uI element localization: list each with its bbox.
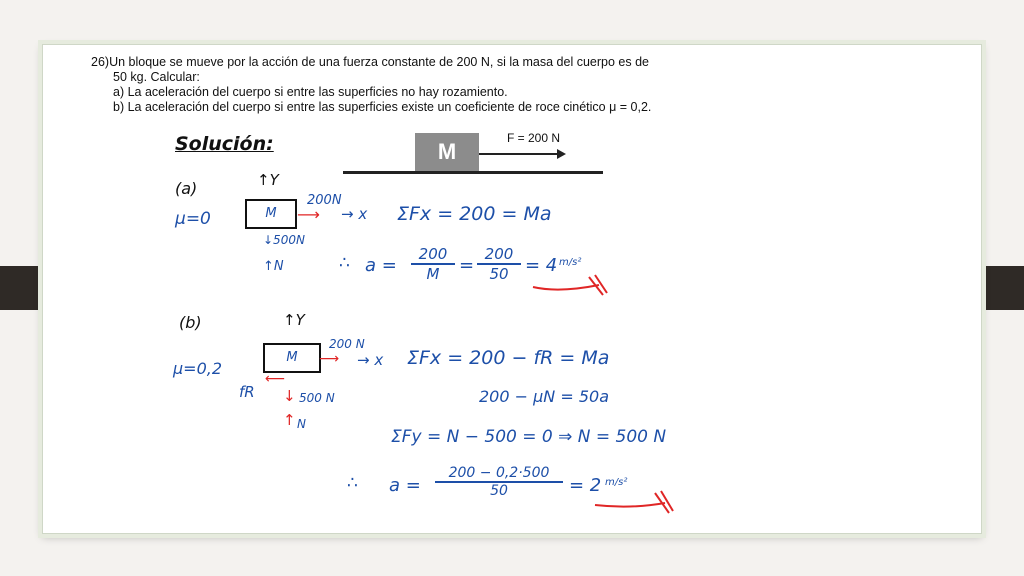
part-b-answer-underline bbox=[591, 491, 681, 521]
fraction-2-denominator: 50 bbox=[489, 265, 509, 283]
part-b-a-eq: a = bbox=[389, 475, 421, 496]
part-b-label: (b) bbox=[179, 313, 202, 332]
solution-heading: Solución: bbox=[175, 133, 274, 155]
part-b-normal-arrow: ↑ bbox=[283, 411, 296, 429]
part-b-normal: N bbox=[297, 417, 306, 431]
part-a-equals: = bbox=[459, 255, 475, 276]
part-b-x-axis: → x bbox=[357, 351, 384, 369]
problem-item-b: b) La aceleración del cuerpo si entre las superficies existe un coeficiente de roce cinético μ = 0,2. bbox=[113, 100, 652, 114]
part-a-sum-fx: ΣFx = 200 = Ma bbox=[397, 203, 552, 225]
force-arrowhead bbox=[557, 149, 566, 159]
part-b-force: 200 N bbox=[329, 337, 365, 351]
part-b-therefore: ∴ bbox=[347, 473, 358, 493]
fraction-2-numerator: 200 bbox=[477, 245, 521, 265]
part-b-fraction bbox=[435, 465, 563, 499]
fraction-1-denominator: M bbox=[426, 265, 440, 283]
part-b-force-arrow: ⟶ bbox=[319, 351, 340, 367]
part-b-mu: μ=0,2 bbox=[173, 359, 223, 378]
part-b-friction-arrow: ⟵ bbox=[265, 371, 286, 387]
part-a-mu: μ=0 bbox=[175, 209, 211, 229]
problem-line-2: 50 kg. Calcular: bbox=[113, 70, 200, 84]
fraction-b-numerator: 200 − 0,2·500 bbox=[435, 465, 563, 483]
force-arrow bbox=[479, 153, 559, 155]
part-a-fraction-1 bbox=[411, 245, 455, 283]
part-a-x-axis: → x bbox=[341, 205, 368, 223]
part-a-label: (a) bbox=[175, 179, 198, 198]
part-a-therefore: ∴ bbox=[339, 253, 350, 273]
part-a-answer: = 4 bbox=[525, 255, 558, 276]
part-b-sum-fy: ΣFy = N − 500 = 0 ⇒ N = 500 N bbox=[391, 427, 667, 447]
part-b-block: M bbox=[263, 343, 321, 373]
fraction-b-denominator: 50 bbox=[490, 483, 508, 499]
problem-item-a: a) La aceleración del cuerpo si entre las superficies no hay rozamiento. bbox=[113, 85, 508, 99]
part-a-block: M bbox=[245, 199, 297, 229]
part-a-weight: ↓500N bbox=[263, 233, 305, 247]
part-a-fraction-2 bbox=[477, 245, 521, 283]
block-figure bbox=[343, 131, 603, 181]
part-b-unit: m/s² bbox=[605, 477, 628, 488]
part-b-weight-arrow: ↓ bbox=[283, 387, 296, 405]
part-b-y-axis: ↑Y bbox=[283, 311, 305, 329]
part-a-normal: ↑N bbox=[263, 259, 284, 274]
part-b-sum-fx: ΣFx = 200 − fR = Ma bbox=[407, 347, 610, 369]
part-a-y-axis: ↑Y bbox=[257, 171, 279, 189]
part-b-friction: fR bbox=[239, 383, 255, 401]
fraction-1-numerator: 200 bbox=[411, 245, 455, 265]
part-b-eq2: 200 − μN = 50a bbox=[479, 387, 610, 406]
block-box: M bbox=[415, 133, 479, 171]
problem-statement bbox=[91, 55, 781, 115]
part-a-a-eq: a = bbox=[365, 255, 397, 276]
floor-line bbox=[343, 171, 603, 174]
part-a-unit: m/s² bbox=[559, 257, 582, 268]
force-label: F = 200 N bbox=[507, 131, 561, 145]
problem-line-1: 26)Un bloque se mueve por la acción de una fuerza constante de 200 N, si la masa del cuerpo es de bbox=[91, 55, 649, 69]
part-b-answer: = 2 bbox=[569, 475, 602, 496]
part-a-answer-underline bbox=[529, 275, 609, 305]
part-b-weight: 500 N bbox=[299, 391, 335, 405]
part-a-force: 200N bbox=[307, 193, 342, 208]
worksheet-card bbox=[42, 44, 982, 534]
part-a-force-arrow: ⟶ bbox=[297, 205, 320, 224]
